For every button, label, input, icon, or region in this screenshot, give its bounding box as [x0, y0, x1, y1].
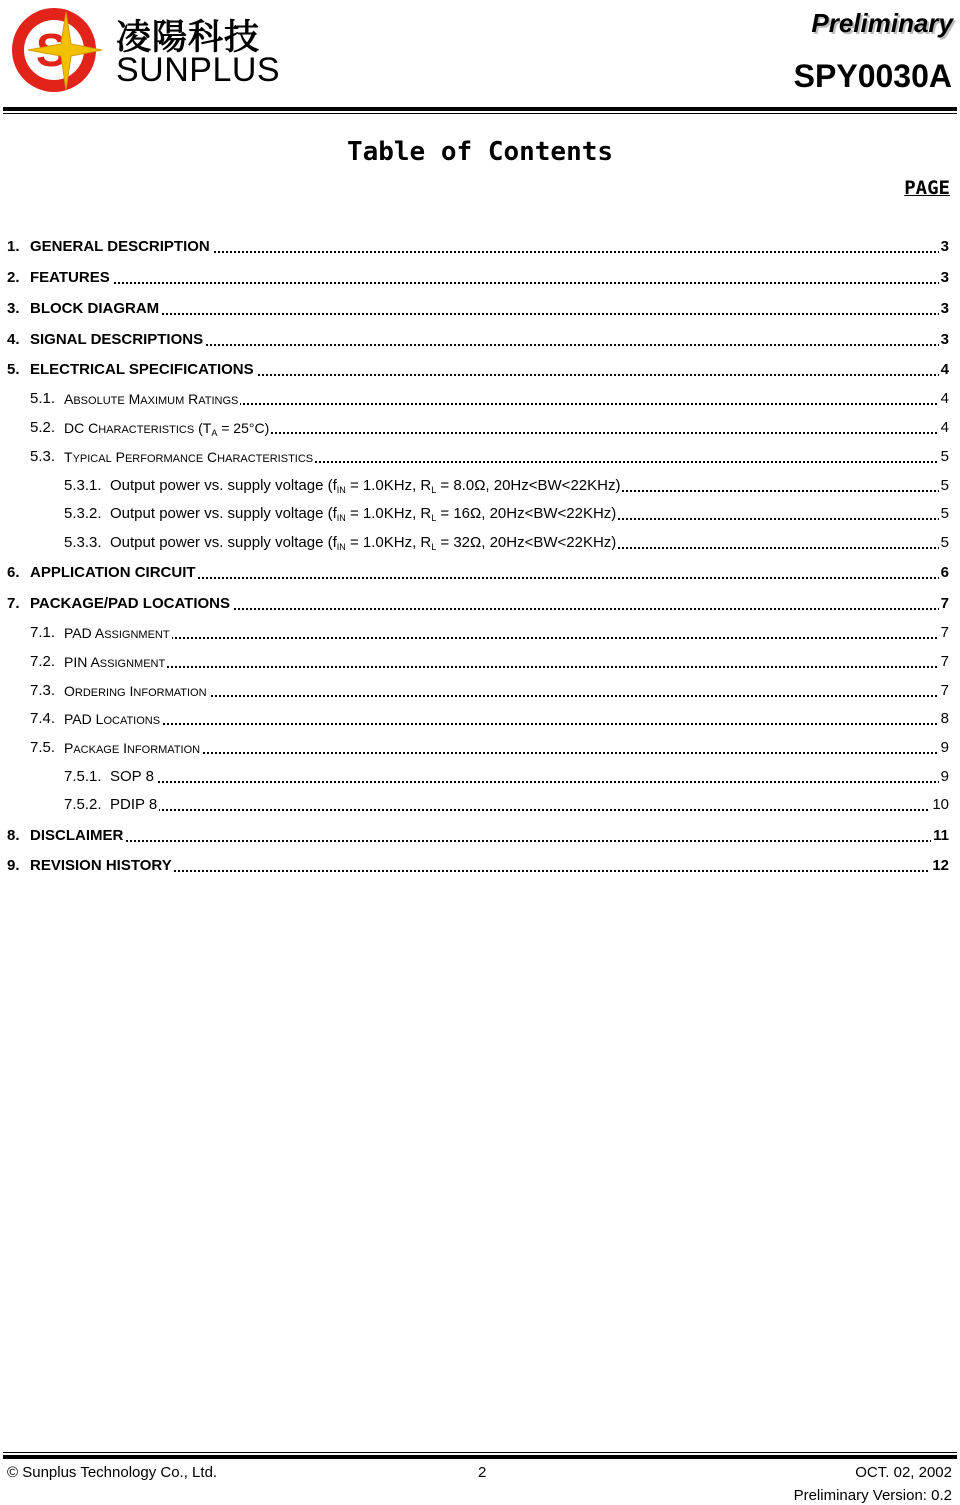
toc-entry-title: DISCLAIMER	[30, 825, 125, 847]
toc-entry[interactable]	[0, 236, 960, 258]
toc-entry-number: 5.3.3.	[64, 534, 102, 551]
toc-entry-title: REVISION HISTORY	[30, 855, 174, 877]
toc-entry-number: 8.	[7, 827, 20, 844]
toc-entry[interactable]	[0, 766, 960, 788]
toc-entry-number: 5.3.	[30, 448, 56, 465]
toc-entry[interactable]	[0, 855, 960, 877]
toc-title: Table of Contents	[346, 137, 614, 167]
toc-entry-title: FEATURES	[30, 267, 112, 289]
toc-leader-dots	[30, 267, 948, 289]
toc-entry-page: 3	[939, 298, 949, 320]
toc-leader-dots	[110, 794, 948, 816]
toc-entry-page: 5	[939, 446, 949, 468]
toc-entry-number: 5.1.	[30, 390, 56, 407]
toc-entry[interactable]	[0, 329, 960, 351]
brand-chinese-name: 凌陽科技	[116, 18, 261, 58]
toc-entry[interactable]	[0, 737, 960, 759]
footer-rule-thin	[3, 1452, 957, 1453]
toc-entry-page: 10	[930, 794, 949, 816]
toc-entry-page: 3	[939, 329, 949, 351]
sunplus-logo	[8, 4, 104, 94]
toc-entry-title: TYPICAL PERFORMANCE CHARACTERISTICS	[64, 446, 315, 470]
toc-entry-title: PACKAGE/PAD LOCATIONS	[30, 593, 232, 615]
toc-entry-page: 9	[939, 737, 949, 759]
toc-entry-number: 6.	[7, 564, 20, 581]
toc-entry-page: 12	[930, 855, 949, 877]
toc-entry[interactable]	[0, 446, 960, 468]
toc-entry-page: 9	[939, 766, 949, 788]
toc-entry-number: 7.5.	[30, 739, 56, 756]
toc-entry[interactable]	[0, 417, 960, 439]
toc-entry-title: GENERAL DESCRIPTION	[30, 236, 212, 258]
toc-entry-title: DC CHARACTERISTICS $(T_A = 25^\circ C)$	[64, 417, 271, 441]
toc-entry-page: 7	[939, 622, 949, 644]
toc-entry-title: ABSOLUTE MAXIMUM RATINGS	[64, 388, 240, 412]
toc-entry[interactable]	[0, 388, 960, 410]
toc-entry-title: PAD LOCATIONS	[64, 708, 162, 732]
toc-entry-page: 4	[939, 388, 949, 410]
toc-leader-dots	[30, 825, 948, 847]
page-number: 2	[478, 1464, 487, 1481]
toc-entry-page: 6	[939, 562, 949, 584]
toc-entry-title: SOP 8	[110, 766, 156, 788]
toc-entry-page: 7	[939, 651, 949, 673]
toc-entry[interactable]	[0, 593, 960, 615]
toc-entry-page: 5	[939, 475, 949, 497]
toc-entry-title: ELECTRICAL SPECIFICATIONS	[30, 359, 256, 381]
toc-entry-page: 7	[939, 680, 949, 702]
toc-entry-title: ORDERING INFORMATION	[64, 680, 209, 704]
toc-entry-page: 5	[939, 503, 949, 525]
toc-entry[interactable]	[0, 298, 960, 320]
toc-entry-number: 4.	[7, 331, 20, 348]
toc-entry-title: Output power vs. supply voltage ($f_{IN} = 1.0KHz$, $R_L = 16\Omega$, 20Hz<BW<22KHz)	[110, 505, 617, 523]
toc-entry[interactable]	[0, 475, 960, 497]
toc-entry-title: PACKAGE INFORMATION	[64, 737, 202, 761]
toc-entry[interactable]	[0, 622, 960, 644]
toc-entry-page: 4	[939, 417, 949, 439]
toc-entry[interactable]	[0, 532, 960, 554]
toc-leader-dots	[30, 298, 948, 320]
toc-entry[interactable]	[0, 503, 960, 525]
toc-entry-page: 11	[931, 825, 949, 847]
toc-entry-page: 7	[939, 593, 949, 615]
toc-entry-page: 3	[939, 267, 949, 289]
toc-entry-number: 1.	[7, 238, 20, 255]
toc-leader-dots	[64, 651, 948, 673]
brand-english-name: SUNPLUS	[116, 51, 281, 89]
footer-rule	[3, 1455, 957, 1459]
toc-entry-title: PIN ASSIGNMENT	[64, 651, 167, 675]
toc-entry-title: APPLICATION CIRCUIT	[30, 562, 198, 584]
toc-entry-number: 7.	[7, 595, 20, 612]
preliminary-label: Preliminary	[811, 8, 953, 38]
toc-entry-number: 5.2.	[30, 419, 56, 436]
toc-leader-dots	[64, 708, 948, 730]
copyright-notice: © Sunplus Technology Co., Ltd.	[7, 1464, 218, 1481]
toc-entry-page: 3	[939, 236, 949, 258]
page-column-label: PAGE	[904, 177, 950, 199]
toc-entry-number: 9.	[7, 857, 20, 874]
toc-entry[interactable]	[0, 708, 960, 730]
toc-entry-number: 5.3.2.	[64, 505, 102, 522]
toc-entry-page: 4	[939, 359, 949, 381]
toc-entry-title: PDIP 8	[110, 794, 159, 816]
toc-entry[interactable]	[0, 825, 960, 847]
header-rule-thin	[3, 113, 957, 114]
document-version: Preliminary Version: 0.2	[793, 1487, 952, 1504]
toc-entry-number: 7.5.1.	[64, 768, 102, 785]
toc-entry[interactable]	[0, 359, 960, 381]
toc-entry-number: 7.1.	[30, 624, 56, 641]
toc-entry-number: 5.	[7, 361, 20, 378]
toc-entry-page: 5	[939, 532, 949, 554]
toc-entry-title: PAD ASSIGNMENT	[64, 622, 172, 646]
toc-entry-number: 5.3.1.	[64, 477, 102, 494]
document-date: OCT. 02, 2002	[855, 1464, 952, 1481]
toc-entry-title: BLOCK DIAGRAM	[30, 298, 161, 320]
toc-entry-number: 7.5.2.	[64, 796, 102, 813]
toc-entry[interactable]	[0, 562, 960, 584]
toc-entry-page: 8	[939, 708, 949, 730]
part-number: SPY0030A	[793, 58, 952, 94]
header-rule	[3, 107, 957, 111]
toc-entry-number: 7.3.	[30, 682, 56, 699]
toc-entry-number: 3.	[7, 300, 20, 317]
toc-entry-title: Output power vs. supply voltage ($f_{IN} = 1.0KHz$, $R_L = 32\Omega$, 20Hz<BW<22KHz)	[110, 534, 617, 552]
toc-entry[interactable]	[0, 267, 960, 289]
toc-entry-number: 7.2.	[30, 653, 56, 670]
toc-entry[interactable]	[0, 651, 960, 673]
toc-entry[interactable]	[0, 794, 960, 816]
toc-leader-dots	[110, 766, 948, 788]
toc-leader-dots	[64, 622, 948, 644]
toc-entry-title: SIGNAL DESCRIPTIONS	[30, 329, 205, 351]
toc-entry-number: 7.4.	[30, 710, 56, 727]
toc-entry-title: Output power vs. supply voltage ($f_{IN} = 1.0KHz$, $R_L = 8.0\Omega$, 20Hz<BW<22KHz)	[110, 477, 621, 495]
toc-entry-number: 2.	[7, 269, 20, 286]
toc-entry[interactable]	[0, 680, 960, 702]
